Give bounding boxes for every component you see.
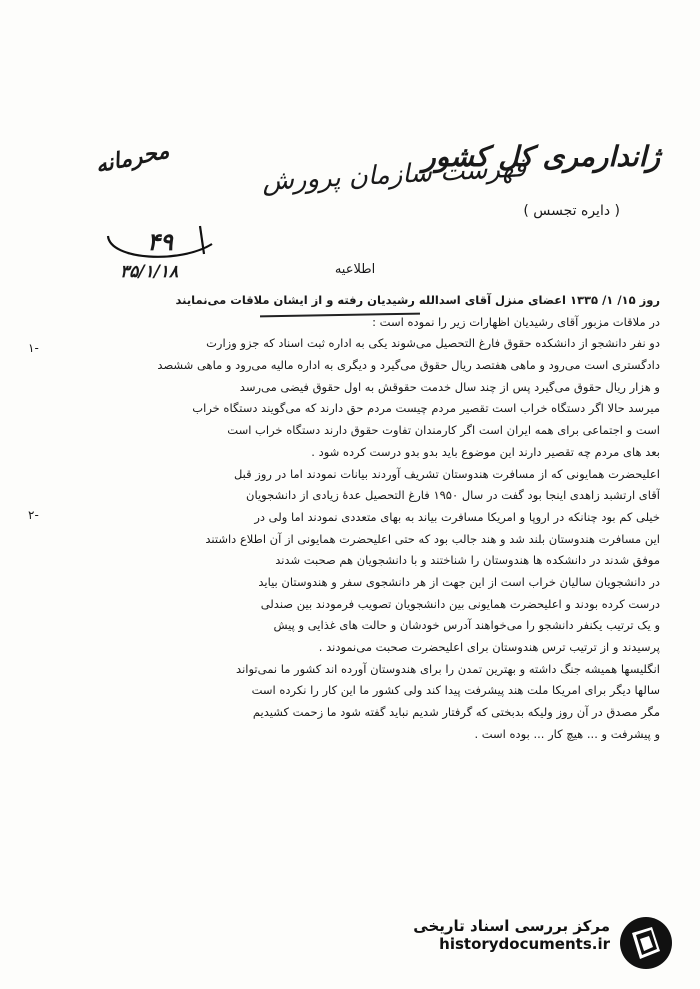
document-heading: اطلاعیه [334, 262, 376, 277]
handwritten-signature: محرمانه [93, 137, 172, 179]
body-line: خیلی کم بود چنانکه در اروپا و امریکا مسافرت بیاند به بهای متعددی نمودند اما ولی در [254, 509, 660, 524]
item-marker-1: ۱- [28, 341, 39, 355]
organization-title: ژاندارمری کل کشور [422, 140, 660, 173]
body-line: موفق شدند در دانشکده ها هندوستان را شناختند و با دانشجویان هم صحبت شدند [275, 553, 660, 568]
archive-website-link[interactable]: historydocuments.ir [439, 935, 610, 953]
body-line: اعلیحضرت همایونی که از مسافرت هندوستان تشریف آوردند بیانات نمودند اما در روز قبل [233, 466, 660, 481]
body-line: دادگستری است می‌رود و ماهی هفتصد ریال حقوق می‌گیرد و دیگری به اداره مالیه می‌رود و ماهی ششصد [157, 358, 660, 373]
archive-footer-text [413, 917, 610, 953]
document-body [40, 290, 660, 745]
body-line: و هزار ریال حقوق می‌گیرد پس از چند سال خدمت حقوقش به اول حقوق فیضی می‌رسد [239, 379, 660, 394]
body-line: این مسافرت هندوستان بلند شد و هند جالب بود که حتی اعلیحضرت همایونی از آن اطلاع داشتند [205, 531, 660, 546]
body-line: مگر مصدق در آن روز ولیکه بدبختی که گرفتار شدیم نباید گفته شود ما زحمت کشیدیم [252, 705, 660, 720]
body-line: و پیشرفت و ... هیچ کار ... بوده است . [474, 726, 660, 741]
body-line: درست کرده بودند و اعلیحضرت همایونی بین دانشجویان تصویب فرمودند بین صندلی [260, 596, 660, 611]
handwritten-center-heading: فهرست سازمان پرورش [261, 153, 527, 197]
body-line: و یک ترتیب یکنفر دانشجو را می‌خواهند آدرس خودشان و حالت های غذایی و پیش [273, 618, 660, 633]
body-line: است و اجتماعی برای همه ایران است اگر کارمندان تفاوت حقوق دارند دستگاه خراب است [227, 423, 660, 438]
body-line: آقای ارتشبد زاهدی اینجا بود گفت در سال ۱۹۵۰ فارغ التحصیل عدهٔ زیادی از دانشجویان [246, 488, 660, 503]
body-line: انگلیسها همیشه جنگ داشته و بهترین تمدن را برای هندوستان آورده اند کشور ما نمی‌تواند [236, 661, 660, 676]
body-line: روز ۱۵/ ۱/ ۱۳۳۵ اعضای منزل آقای اسدالله رشیدیان رفته و از ایشان ملاقات می‌نمایند [175, 293, 660, 307]
body-line: سالها دیگر برای امریکا ملت هند پیشرفت پیدا کند ولی کشور ما این کار را نکرده است [251, 683, 660, 698]
body-line: بعد های مردم چه تقصیر دارند این موضوع باید بدو بدو درست کرده شود . [311, 444, 660, 459]
body-line: در ملاقات مزبور آقای رشیدیان اظهارات زیر را نموده است : [372, 314, 660, 329]
archive-name: مرکز بررسی اسناد تاریخی [413, 917, 610, 935]
document-archive-logo-icon [618, 915, 674, 971]
department-subtitle: ( دایره تجسس ) [523, 203, 620, 219]
body-line: در دانشجویان سالیان خراب است از این جهت از هر دانشجوی سفر و هندوستان بیاید [258, 574, 660, 589]
body-line: پرسیدند و از ترتیب ترس هندوستان برای اعلیحضرت صحبت می‌نمودند . [318, 640, 660, 654]
reference-number: ۴۹ [147, 227, 173, 256]
archive-footer[interactable] [398, 913, 680, 973]
item-marker-2: ۲- [28, 508, 39, 522]
body-line: دو نفر دانشجو از دانشکده حقوق فارغ التحصیل می‌شوند یکی به اداره ثبت اسناد که جزو وزارت [206, 336, 660, 351]
handwritten-date: ۳۵/۱/۱۸ [120, 262, 179, 282]
body-line: میرسد حالا اگر دستگاه خراب است تقصیر مردم چیست مردم حق دارند که می‌گویند دستگاه خراب [192, 401, 660, 416]
